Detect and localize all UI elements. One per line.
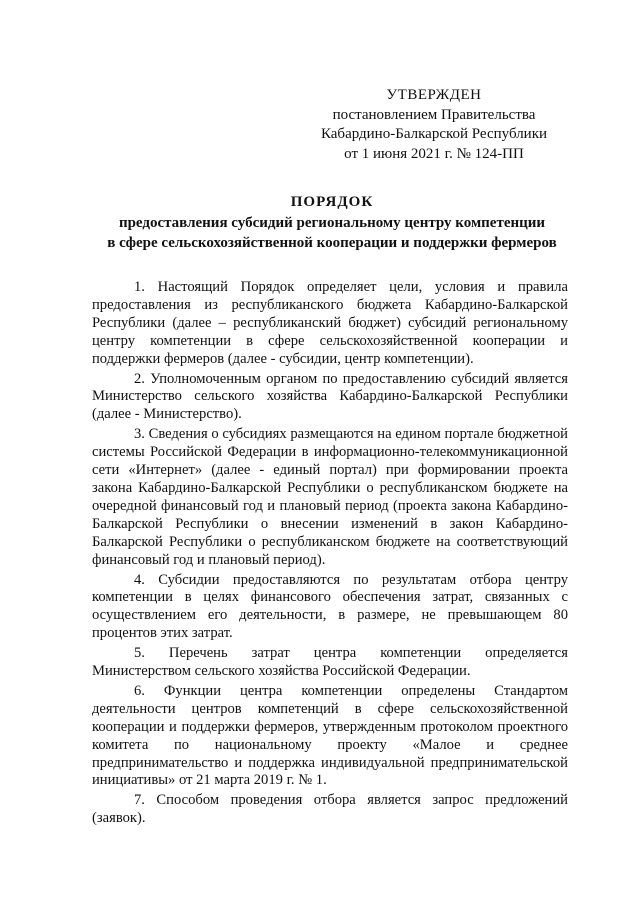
document-body <box>92 279 568 828</box>
paragraph-5: 5. Перечень затрат центра компетенции определяется Министерством сельского хозяйства Российской Федерации. <box>92 645 568 680</box>
paragraph-6: 6. Функции центра компетенции определены Стандартом деятельности центров компетенций в сфере сельскохозяйственной кооперации и поддержки фермеров, утвержденным протоколом проектного комитета по национальному проекту «Малое и среднее предпринимательство и поддержка индивидуальной предпринимательской инициативы» от 21 марта 2019 г. № 1. <box>92 682 568 789</box>
approval-line-1: постановлением Правительства <box>332 106 536 123</box>
approval-line-2: Кабардино-Балкарской Республики <box>320 126 548 142</box>
document-title: ПОРЯДОК <box>290 194 374 210</box>
document-heading <box>90 192 574 253</box>
approval-line-3: от 1 июня 2021 г. № 124-ПП <box>344 145 524 162</box>
approval-stamp <box>304 86 564 164</box>
document-subtitle-line-1: предоставления субсидий региональному центру компетенции <box>118 215 546 231</box>
paragraph-1: 1. Настоящий Порядок определяет цели, условия и правила предоставления из республиканского бюджета Кабардино-Балкарской Республики (далее – республиканский бюджет) субсидий региональному центру компетенции в сфере сельскохозяйственной кооперации и поддержки фермеров (далее - субсидии, центр компетенции). <box>92 279 568 367</box>
paragraph-4: 4. Субсидии предоставляются по результатам отбора центру компетенции в целях финансового обеспечения затрат, связанных с осуществлением его деятельности, в размере, не превышающем 80 процентов этих затрат. <box>92 571 568 642</box>
approval-title: УТВЕРЖДЕН <box>386 87 482 103</box>
document-subtitle-line-2: в сфере сельскохозяйственной кооперации и поддержки фермеров <box>107 235 557 251</box>
paragraph-2: 2. Уполномоченным органом по предоставлению субсидий является Министерство сельского хозяйства Кабардино-Балкарской Республики (далее - Министерство). <box>92 370 568 423</box>
paragraph-3: 3. Сведения о субсидиях размещаются на едином портале бюджетной системы Российской Федерации в информационно-телекоммуникационной сети «Интернет» (далее - единый портал) при формировании проекта закона Кабардино-Балкарской Республики о республиканском бюджете на очередной финансовый год и плановый период (проекта закона Кабардино-Балкарской Республики о внесении изменений в закон Кабардино-Балкарской Республики о республиканском бюджете на соответствующий финансовый год и плановый период). <box>92 426 568 568</box>
paragraph-7: 7. Способом проведения отбора является запрос предложений (заявок). <box>92 792 568 827</box>
